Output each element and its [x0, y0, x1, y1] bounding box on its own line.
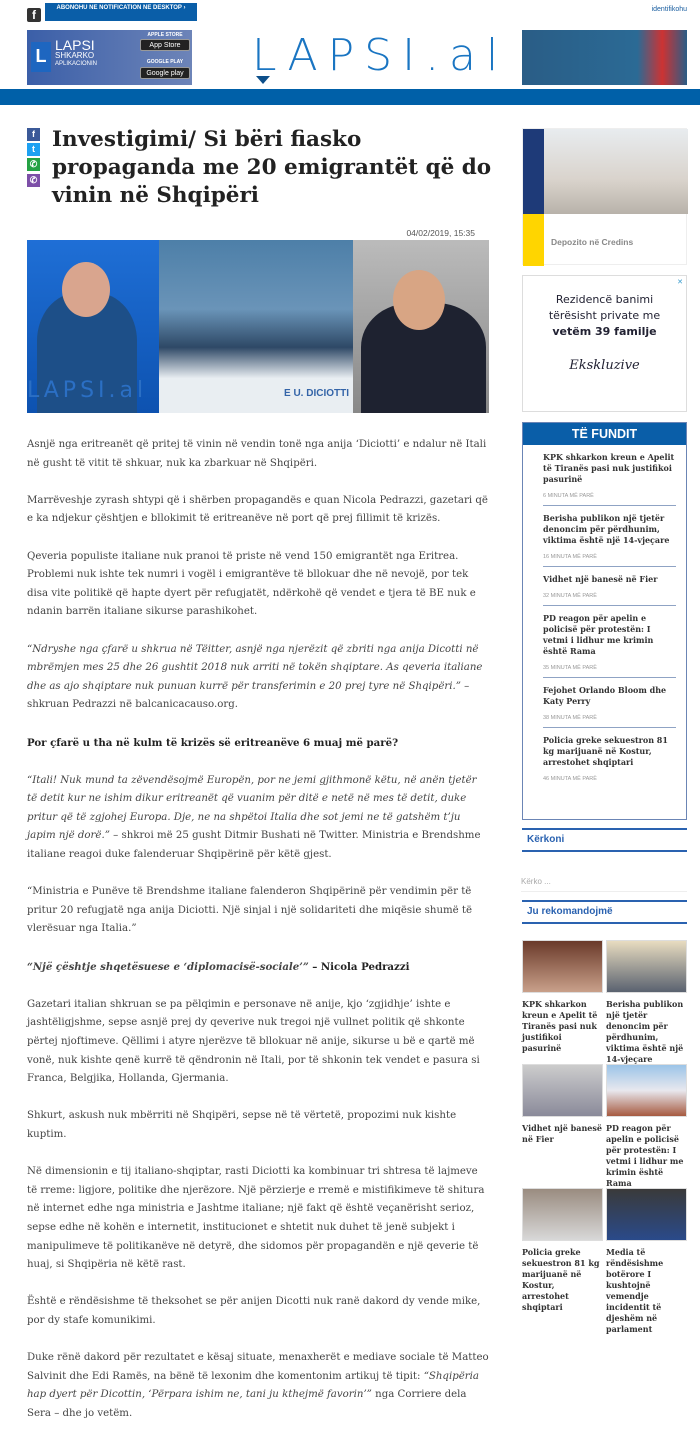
subheading: [27, 958, 489, 978]
latest-news-time: 46 MINUTA MË PARË: [543, 776, 597, 782]
latest-news-time: 35 MINUTA MË PARË: [543, 665, 597, 671]
latest-news-time: 32 MINUTA MË PARË: [543, 593, 597, 599]
latest-news-title: TË FUNDIT: [523, 423, 686, 445]
credins-ad[interactable]: [522, 128, 687, 265]
ad-close-icon[interactable]: ✕: [677, 278, 683, 286]
recommended-thumbnail[interactable]: [522, 1064, 603, 1117]
latest-news-time: 38 MINUTA MË PARË: [543, 715, 597, 721]
paragraph: Qeveria populiste italiane nuk pranoi të priste në vend 150 emigrantët nga Eritrea. Problemi nuk ishte tek numri i vogël i emigrantëve të bllokuar dhe në nevojë, por tek disa vite politikë që hapte dyert për refugjatët, ndërkohë që vendet e tjera të BE nuk e ndanin barrën italiane sikurse parashikohet.: [27, 550, 476, 618]
google-play-button[interactable]: Google play: [140, 67, 190, 79]
site-logo[interactable]: LAPSI.al: [252, 30, 509, 81]
recommended-headline[interactable]: KPK shkarkon kreun e Apelit të Tiranës pasi nuk justifikoi pasurinë: [522, 999, 598, 1053]
paragraph: Asnjë nga eritreanët që pritej të vinin në vendin tonë nga anija ‘Diciotti’ e ndalur në Itali në gusht të vitit të shkuar, nuk ka zbarkuar në Shqipëri.: [27, 439, 487, 469]
login-link[interactable]: identifikohu: [651, 6, 687, 13]
latest-news-item[interactable]: [543, 506, 676, 567]
recommended-item[interactable]: [522, 1188, 603, 1313]
paragraph: Shkurt, askush nuk mbërriti në Shqipëri, sepse në të vërtetë, propozimi nuk kishte kuptim.: [27, 1110, 457, 1140]
latest-news-item[interactable]: [543, 678, 676, 728]
quote: “Itali! Nuk mund ta zëvendësojmë Europën, por ne jemi gjithmonë këtu, në anën tjetër të detit kur ne ishim dikur eritreanët që vuanim për ditë e netë në mes të detit, duke pritur që të zgjohej Europa. Dje, ne na shpëtoi Italia dhe sot jemi ne të gatshëm t’ju japim një dorë.”: [27, 774, 477, 842]
ad-line: Rezidencë banimi: [555, 293, 654, 306]
latest-news-headline[interactable]: Berisha publikon një tjetër denoncim për përdhunim, viktima është një 14-vjeçare: [543, 513, 670, 545]
text: nga Corriere dela Sera – dhe jo vetëm.: [27, 1389, 467, 1419]
app-download-banner[interactable]: [27, 30, 192, 85]
facebook-share-icon[interactable]: f: [27, 128, 40, 141]
residence-ad[interactable]: [522, 275, 687, 412]
paragraph: “Ministria e Punëve të Brendshme italiane falenderon Shqipërinë për vendimin për të pritur 20 refugjatë nga anija Diciotti. Një sinjal i një solidariteti dhe miqësie shumë të vlerësuar nga Italia.”: [27, 886, 473, 935]
quote-paragraph: [27, 641, 489, 715]
recommended-item[interactable]: [522, 940, 603, 1054]
quote-source: – shkruan Pedrazzi në balcanicacauso.org.: [27, 680, 470, 711]
ad-brand: Ekskluzive: [569, 358, 640, 373]
app-line1: SHKARKO: [55, 51, 95, 60]
recommended-section-title: Ju rekomandojmë: [522, 900, 687, 924]
subheading-italic: “Një çështje shqetësuese e ‘diplomacisë-sociale’”: [27, 960, 309, 973]
recommended-thumbnail[interactable]: [522, 1188, 603, 1241]
latest-news-headline[interactable]: Vidhet një banesë në Fier: [543, 574, 658, 584]
paragraph: Marrëveshje zyrash shtypi që i shërben propagandës e quan Nicola Pedrazzi, gazetari që e ka ndjekur çështjen e bllokimit të eritreanëve në port që prej fillimit të krizës.: [27, 494, 488, 525]
quote-paragraph: [27, 772, 489, 865]
article-body: [27, 436, 489, 1442]
latest-news-box: [522, 422, 687, 820]
whatsapp-share-icon[interactable]: ✆: [27, 158, 40, 171]
recommended-item[interactable]: [522, 1064, 603, 1145]
recommended-headline[interactable]: Vidhet një banesë në Fier: [522, 1123, 602, 1144]
paragraph: Është e rëndësishme të theksohet se për anijen Dicotti nuk ranë dakord dy vende mike, por dy stafe komunikimi.: [27, 1296, 481, 1326]
latest-news-headline[interactable]: PD reagon për apelin e policisë për protestën: I vetmi i lidhur me krimin është Rama: [543, 613, 654, 656]
latest-news-item[interactable]: [543, 728, 676, 788]
latest-news-time: 6 MINUTA MË PARË: [543, 493, 594, 499]
quote: “Shqipëria hap dyert për Dicottin, ‘Përpara ishim ne, tani ju kthejmë favorin’”: [27, 1370, 479, 1401]
paragraph: Në dimensionin e tij italiano-shqiptar, rasti Diciotti ka kombinuar tri shtresa të lajmeve të rreme: ligjore, politike dhe njerëzore. Një përzierje e rremë e mistifikimeve të shitura në internet edhe nga ministria e Jashtme italiane; një fakt që është veçanërisht serioz, sepse edhe në kohën e internetit, institucionet e shtetit nuk duhet të jenë subjekt i manipulimeve të politikanëve në detyrë, dhe sidomos për propagandën e një qeverie të huaj, si Shqipëria në këtë rast.: [27, 1166, 485, 1271]
subheading: [27, 734, 489, 754]
nav-bar: [0, 89, 700, 105]
recommended-thumbnail[interactable]: [606, 940, 687, 993]
ad-caption: Depozito në Credins: [551, 237, 634, 247]
latest-news-item[interactable]: [543, 445, 676, 506]
lapsi-app-logo: L: [31, 42, 51, 72]
google-play-label: GOOGLE PLAY: [146, 59, 184, 65]
recommended-item[interactable]: [606, 940, 687, 1065]
header-ad-banner[interactable]: [522, 30, 687, 85]
ad-line: vetëm 39 familje: [552, 325, 657, 338]
twitter-share-icon[interactable]: t: [27, 143, 40, 156]
latest-news-headline[interactable]: Fejohet Orlando Bloom dhe Katy Perry: [543, 685, 667, 706]
app-brand: LAPSI: [55, 37, 95, 53]
image-caption-text: E U. DICIOTTI: [284, 388, 349, 399]
app-line2: APLIKACIONIN: [55, 61, 98, 67]
recommended-headline[interactable]: Media të rëndësishme botërore I kushtojnë vemendje incidentit të djeshëm në parlament: [606, 1247, 664, 1334]
latest-news-item[interactable]: [543, 606, 676, 678]
recommended-thumbnail[interactable]: [522, 940, 603, 993]
latest-news-headline[interactable]: KPK shkarkon kreun e Apelit të Tiranës pasi nuk justifikoi pasurinë: [543, 452, 675, 484]
article-title: Investigimi/ Si bëri fiasko propaganda me 20 emigrantët që do vinin në Shqipëri: [52, 127, 492, 208]
recommended-headline[interactable]: PD reagon për apelin e policisë për protestën: I vetmi i lidhur me krimin është Rama: [606, 1123, 684, 1188]
viber-share-icon[interactable]: ✆: [27, 174, 40, 187]
article-hero-image: [27, 240, 489, 413]
facebook-icon[interactable]: f: [27, 8, 41, 22]
latest-news-time: 16 MINUTA MË PARË: [543, 554, 597, 560]
subheading-author: – Nicola Pedrazzi: [308, 960, 410, 973]
paragraph: Gazetari italian shkruan se pa pëlqimin e personave në anije, kjo ‘zgjidhje’ ishte e jashtëligjshme, sepse asnjë prej dy qeverive nuk tregoi një vullnet politik që shkonte përtej njoftimeve. Qëllimi i atyre njerëzve të bllokuar në anije, sikurse u bë e qartë më vonë, nuk kishte qenë kurrë të qëndronin në Itali, por të shkonin tek vendet e pasura si Franca, Belgjika, Hollanda, Gjermania.: [27, 998, 480, 1085]
recommended-item[interactable]: [606, 1064, 687, 1189]
quote: “Ndryshe nga çfarë u shkrua në Tëitter, asnjë nga njerëzit që zbriti nga anija Dicotti në mbrëmjen mes 25 dhe 26 gushtit 2018 nuk arriti në tokën shqiptare. As qeveria italiane dhe as ajo shqiptare nuk punuan kurrë për transferimin e 20 prej tyre në Shqipëri.”: [27, 643, 483, 692]
search-section-title: Kërkoni: [522, 828, 687, 852]
article-date: 04/02/2019, 15:35: [406, 228, 475, 238]
ad-line: tërësisht private me: [548, 309, 661, 322]
subheading-text: Por çfarë u tha në kulm të krizës së eritreanëve 6 muaj më parë?: [27, 736, 399, 749]
recommended-thumbnail[interactable]: [606, 1064, 687, 1117]
app-store-button[interactable]: App Store: [140, 39, 190, 51]
latest-news-item[interactable]: [543, 567, 676, 606]
latest-news-headline[interactable]: Policia greke sekuestron 81 kg marijuanë në Kostur, arrestohet shqiptari: [543, 735, 668, 767]
recommended-thumbnail[interactable]: [606, 1188, 687, 1241]
subscribe-notifications-button[interactable]: ABONOHU NE NOTIFICATION NE DESKTOP ›: [45, 3, 197, 21]
recommended-headline[interactable]: Policia greke sekuestron 81 kg marijuanë në Kostur, arrestohet shqiptari: [522, 1247, 600, 1312]
recommended-item[interactable]: [606, 1188, 687, 1335]
apple-store-label: APPLE STORE: [147, 32, 183, 38]
text: Duke rënë dakord për rezultatet e kësaj situate, menaxherët e mediave sociale të Matteo Salvinit dhe Edi Ramës, na bënë të lexonim dhe komentonim artikuj të tipit:: [27, 1352, 489, 1382]
paragraph: [27, 1349, 489, 1423]
recommended-headline[interactable]: Berisha publikon një tjetër denoncim për përdhunim, viktima është një 14-vjeçare: [606, 999, 684, 1064]
image-watermark: LAPSI.al: [27, 378, 148, 403]
search-input[interactable]: [521, 872, 687, 892]
quote-source: – shkroi më 25 gusht Ditmir Bushati në Twitter. Ministria e Brendshme italiane reagoi duke falenderuar Shqipërinë për këtë gjest.: [27, 830, 481, 861]
logo-triangle-icon: [256, 76, 270, 84]
